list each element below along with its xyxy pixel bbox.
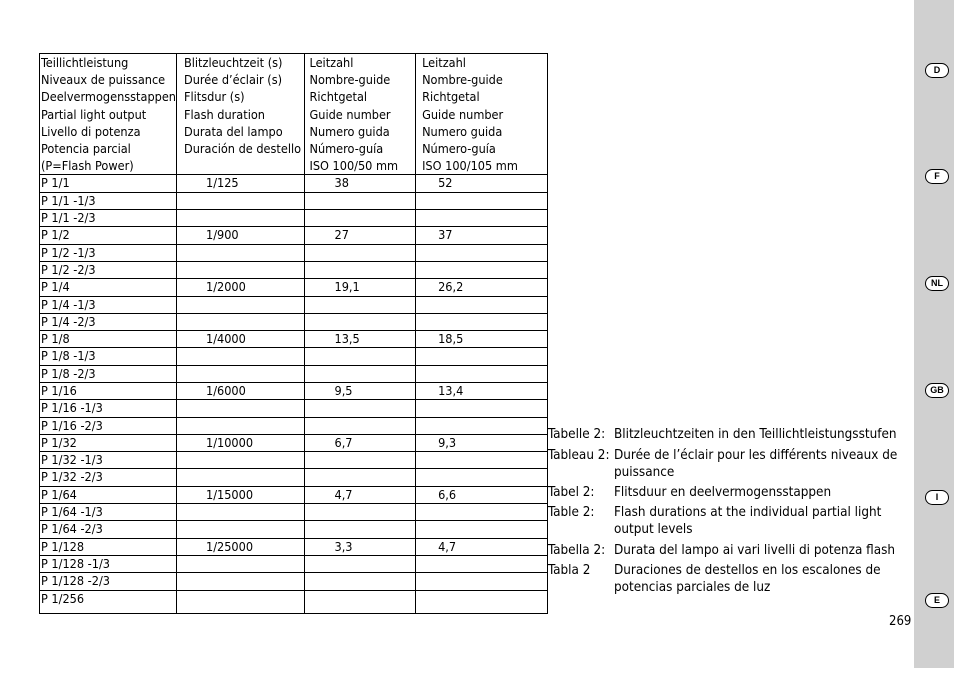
caption-label: Tabla 2 [548, 563, 591, 578]
header-line: Richtgetal [309, 89, 368, 105]
caption-text: Flitsduur en deelvermogensstappen [614, 485, 832, 500]
power-level-cell: P 1/8 -2/3 [40, 365, 177, 382]
guide-number-105-cell [416, 555, 548, 572]
guide-number-50-cell [305, 400, 416, 417]
power-level-cell: P 1/8 -1/3 [40, 348, 177, 365]
guide-number-105-cell [416, 261, 548, 278]
guide-number-50-cell [305, 192, 416, 209]
power-level-cell: P 1/1 -2/3 [40, 210, 177, 227]
guide-number-105-cell [416, 348, 548, 365]
flash-duration-cell [176, 261, 305, 278]
flash-duration-cell [176, 521, 305, 538]
table-row [40, 331, 548, 348]
table-row [40, 382, 548, 399]
flash-duration-table [39, 53, 548, 614]
table-row [40, 469, 548, 486]
guide-number-50-cell: 4,7 [305, 486, 416, 503]
header-line: Durée d’éclair (s) [183, 72, 283, 88]
table-row [40, 279, 548, 296]
guide-number-50-cell [305, 452, 416, 469]
language-badge-gb: GB [925, 383, 949, 398]
header-line: Flash duration [183, 106, 265, 122]
flash-duration-cell: 1/125 [176, 175, 305, 192]
guide-number-105-cell [416, 244, 548, 261]
power-level-cell: P 1/16 -1/3 [40, 400, 177, 417]
table-row [40, 538, 548, 555]
power-level-cell: P 1/4 [40, 279, 177, 296]
header-line: Duración de destello [183, 141, 302, 157]
caption-label: Table 2: [548, 505, 595, 520]
header-line: Niveaux de puissance [41, 72, 166, 88]
header-line: Partial light output [41, 106, 147, 122]
guide-number-50-cell [305, 590, 416, 613]
caption-item [548, 542, 914, 559]
header-line: Número-guía [309, 141, 384, 157]
guide-number-50-cell [305, 573, 416, 590]
table-row [40, 555, 548, 572]
caption-label: Tabelle 2: [548, 427, 606, 442]
guide-number-50-cell [305, 521, 416, 538]
language-badge-d: D [925, 63, 949, 78]
caption-text: Durata del lampo ai vari livelli di potenza flash [614, 543, 896, 558]
flash-duration-cell [176, 417, 305, 434]
power-level-cell: P 1/8 [40, 331, 177, 348]
guide-number-105-cell [416, 210, 548, 227]
header-line: Teillichtleistung [41, 55, 129, 70]
header-line [184, 157, 305, 174]
power-level-cell: P 1/32 -2/3 [40, 469, 177, 486]
guide-number-105-cell [416, 469, 548, 486]
flash-duration-cell: 1/4000 [176, 331, 305, 348]
table-row [40, 227, 548, 244]
guide-number-105-cell [416, 417, 548, 434]
language-badge-i: I [925, 490, 949, 505]
caption-label: Tableau 2: [548, 448, 610, 463]
power-level-cell: P 1/128 -2/3 [40, 573, 177, 590]
header-line: Potencia parcial [41, 141, 131, 157]
header-line: Guide number [422, 106, 504, 122]
table-row [40, 434, 548, 451]
flash-duration-cell [176, 590, 305, 613]
header-guide-number-105 [416, 54, 548, 175]
guide-number-50-cell [305, 313, 416, 330]
header-line: Nombre-guide [309, 72, 391, 88]
guide-number-50-cell [305, 296, 416, 313]
header-line: Blitzleuchtzeit (s) [183, 55, 283, 70]
guide-number-105-cell [416, 573, 548, 590]
guide-number-105-cell: 26,2 [416, 279, 548, 296]
power-level-cell: P 1/64 -1/3 [40, 504, 177, 521]
guide-number-50-cell: 9,5 [305, 382, 416, 399]
page-number: 269 [889, 614, 912, 629]
table-row [40, 486, 548, 503]
guide-number-50-cell [305, 348, 416, 365]
power-level-cell: P 1/32 -1/3 [40, 452, 177, 469]
table-row [40, 244, 548, 261]
guide-number-105-cell [416, 504, 548, 521]
power-level-cell: P 1/32 [40, 434, 177, 451]
header-line: Deelvermogensstappen [41, 89, 176, 105]
guide-number-50-cell: 13,5 [305, 331, 416, 348]
power-level-cell: P 1/2 -1/3 [40, 244, 177, 261]
flash-duration-cell [176, 555, 305, 572]
caption-label: Tabella 2: [548, 543, 606, 558]
header-line: Flitsdur (s) [183, 89, 245, 105]
caption-item [548, 447, 914, 481]
table-row [40, 590, 548, 613]
guide-number-50-cell: 38 [305, 175, 416, 192]
guide-number-105-cell [416, 521, 548, 538]
header-line: Número-guía [422, 141, 496, 157]
guide-number-105-cell: 13,4 [416, 382, 548, 399]
guide-number-50-cell [305, 469, 416, 486]
guide-number-50-cell: 27 [305, 227, 416, 244]
caption-item [548, 504, 914, 538]
guide-number-105-cell: 37 [416, 227, 548, 244]
guide-number-50-cell [305, 261, 416, 278]
header-line: Livello di potenza [41, 123, 141, 139]
guide-number-50-cell [305, 244, 416, 261]
guide-number-50-cell: 19,1 [305, 279, 416, 296]
flash-duration-cell [176, 365, 305, 382]
header-line: ISO 100/105 mm [422, 158, 518, 174]
header-line: Leitzahl [422, 55, 466, 70]
guide-number-105-cell [416, 365, 548, 382]
guide-number-105-cell [416, 296, 548, 313]
power-level-cell: P 1/2 -2/3 [40, 261, 177, 278]
power-level-cell: P 1/128 [40, 538, 177, 555]
table-row [40, 504, 548, 521]
table-row [40, 192, 548, 209]
caption-text: Flash durations at the individual partial light output levels [614, 505, 882, 537]
table-row [40, 210, 548, 227]
guide-number-105-cell: 6,6 [416, 486, 548, 503]
power-level-cell: P 1/64 -2/3 [40, 521, 177, 538]
guide-number-50-cell [305, 417, 416, 434]
guide-number-50-cell [305, 555, 416, 572]
flash-duration-cell [176, 296, 305, 313]
table-row [40, 348, 548, 365]
header-guide-number-50 [305, 54, 416, 175]
flash-duration-cell [176, 400, 305, 417]
guide-number-50-cell [305, 504, 416, 521]
power-level-cell: P 1/1 [40, 175, 177, 192]
language-badge-nl: NL [925, 276, 949, 291]
table-row [40, 313, 548, 330]
power-level-cell: P 1/16 [40, 382, 177, 399]
guide-number-105-cell [416, 192, 548, 209]
flash-duration-cell: 1/2000 [176, 279, 305, 296]
language-badge-f: F [925, 169, 949, 184]
flash-duration-cell [176, 244, 305, 261]
table-row [40, 365, 548, 382]
guide-number-105-cell: 9,3 [416, 434, 548, 451]
flash-duration-cell [176, 504, 305, 521]
caption-item [548, 562, 914, 596]
guide-number-105-cell [416, 590, 548, 613]
table-row [40, 175, 548, 192]
table-row [40, 521, 548, 538]
flash-duration-cell [176, 210, 305, 227]
guide-number-105-cell: 4,7 [416, 538, 548, 555]
flash-duration-cell: 1/10000 [176, 434, 305, 451]
caption-item [548, 426, 914, 443]
table-row [40, 452, 548, 469]
flash-duration-cell: 1/6000 [176, 382, 305, 399]
flash-duration-cell [176, 573, 305, 590]
table-row [40, 573, 548, 590]
power-level-cell: P 1/16 -2/3 [40, 417, 177, 434]
header-line: Numero guida [309, 123, 390, 139]
header-line: ISO 100/50 mm [309, 158, 399, 174]
flash-duration-cell [176, 469, 305, 486]
guide-number-105-cell [416, 313, 548, 330]
header-line: (P=Flash Power) [41, 158, 134, 174]
header-line: Durata del lampo [183, 123, 283, 139]
table-row [40, 400, 548, 417]
flash-duration-cell [176, 348, 305, 365]
header-line: Leitzahl [309, 55, 354, 70]
caption-text: Durée de l’éclair pour les différents niveaux de puissance [614, 448, 898, 480]
table-row [40, 417, 548, 434]
caption-text: Duraciones de destellos en los escalones de potencias parciales de luz [614, 563, 881, 595]
guide-number-50-cell [305, 210, 416, 227]
flash-duration-cell [176, 313, 305, 330]
guide-number-50-cell: 6,7 [305, 434, 416, 451]
header-partial-output [40, 54, 177, 175]
table-header-row [40, 54, 548, 175]
flash-duration-cell: 1/15000 [176, 486, 305, 503]
power-level-cell: P 1/256 [40, 590, 177, 613]
caption-label: Tabel 2: [548, 485, 595, 500]
guide-number-105-cell: 18,5 [416, 331, 548, 348]
power-level-cell: P 1/64 [40, 486, 177, 503]
header-flash-duration [176, 54, 305, 175]
power-level-cell: P 1/1 -1/3 [40, 192, 177, 209]
header-line: Guide number [309, 106, 391, 122]
language-sidebar [914, 0, 954, 668]
guide-number-105-cell: 52 [416, 175, 548, 192]
guide-number-105-cell [416, 400, 548, 417]
caption-text: Blitzleuchtzeiten in den Teillichtleistungsstufen [614, 427, 897, 442]
power-level-cell: P 1/4 -2/3 [40, 313, 177, 330]
power-level-cell: P 1/128 -1/3 [40, 555, 177, 572]
power-level-cell: P 1/4 -1/3 [40, 296, 177, 313]
table-row [40, 296, 548, 313]
flash-duration-cell: 1/900 [176, 227, 305, 244]
power-level-cell: P 1/2 [40, 227, 177, 244]
header-line: Nombre-guide [422, 72, 503, 88]
guide-number-50-cell [305, 365, 416, 382]
caption-item [548, 484, 914, 501]
header-line: Numero guida [422, 123, 503, 139]
language-badge-e: E [925, 593, 949, 608]
guide-number-105-cell [416, 452, 548, 469]
table-row [40, 261, 548, 278]
flash-duration-cell [176, 192, 305, 209]
header-line: Richtgetal [422, 89, 480, 105]
guide-number-50-cell: 3,3 [305, 538, 416, 555]
flash-duration-cell [176, 452, 305, 469]
flash-duration-cell: 1/25000 [176, 538, 305, 555]
